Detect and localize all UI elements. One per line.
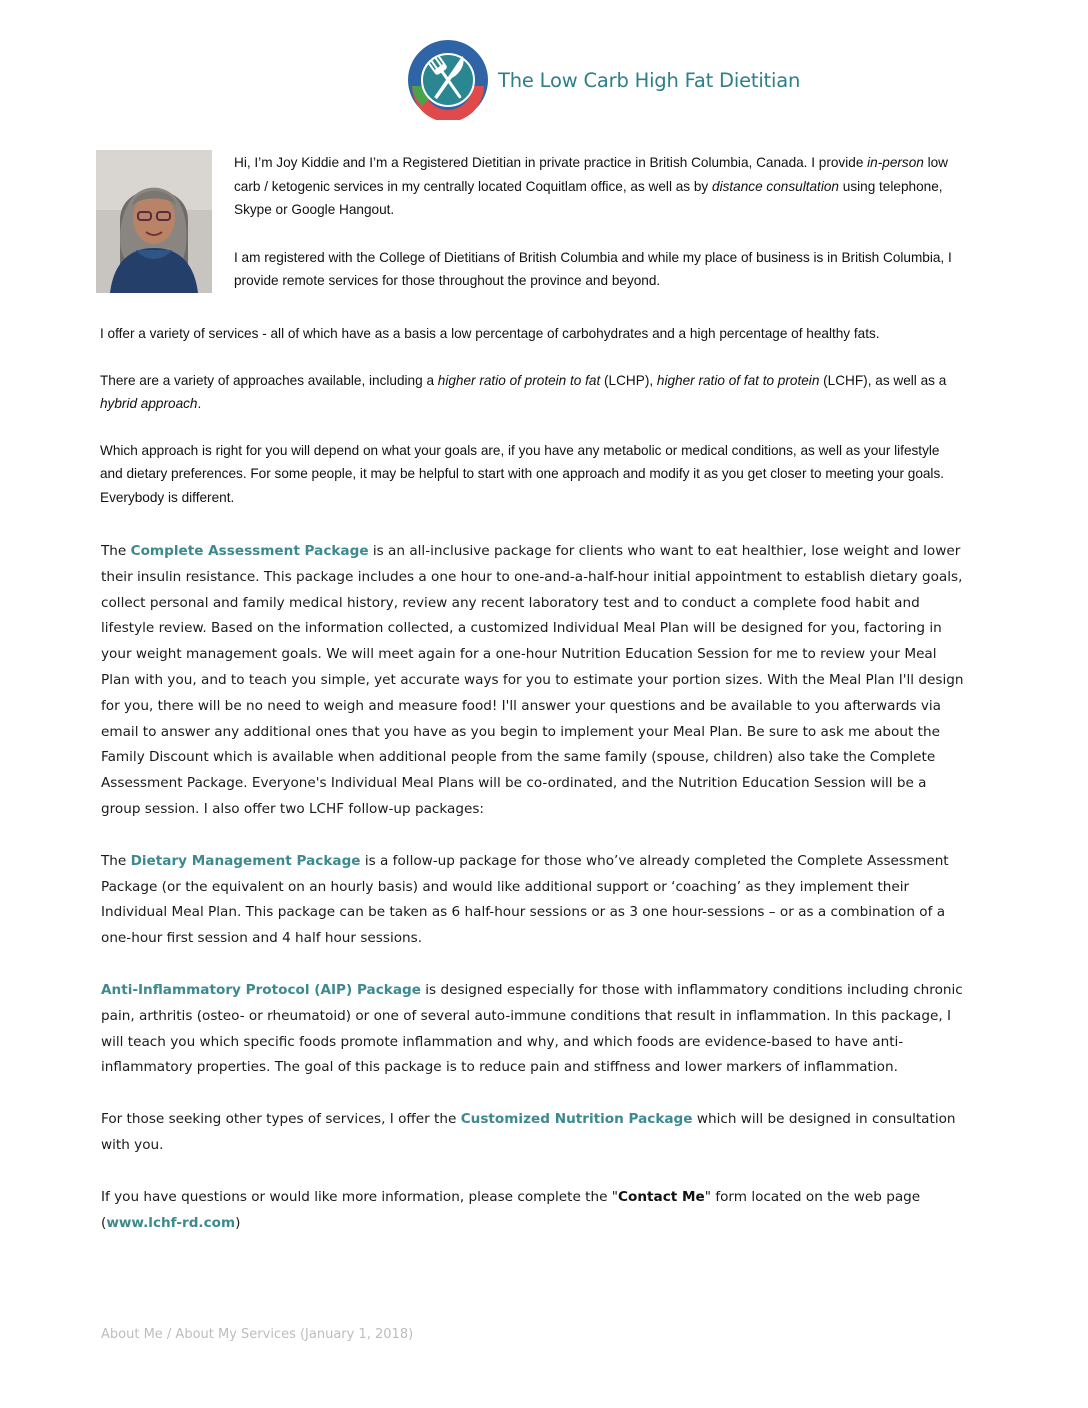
- dietary-management-link[interactable]: Dietary Management Package: [130, 852, 361, 869]
- approaches-paragraph: There are a variety of approaches available, including a higher ratio of protein to fat (LCHP), higher ratio of fat to protein (LCHF), as well as a hybrid approach.: [100, 372, 947, 411]
- profile-photo: [96, 150, 212, 293]
- customized-nutrition-link[interactable]: Customized Nutrition Package: [460, 1111, 693, 1128]
- website-link[interactable]: www.lchf-rd.com: [106, 1214, 236, 1231]
- complete-assessment-link[interactable]: Complete Assessment Package: [130, 543, 369, 559]
- aip-package-link[interactable]: Anti-Inflammatory Protocol (AIP) Package: [101, 981, 421, 998]
- intro-section: [234, 151, 964, 293]
- site-title: The Low Carb High Fat Dietitian: [498, 68, 801, 92]
- fork-knife-plate-icon: [408, 40, 488, 120]
- intro-paragraph-1: Hi, I’m Joy Kiddie and I’m a Registered Dietitian in private practice in British Columbia, Canada. I provide in-person low carb / ketogenic services in my centrally located Coquitlam office, as well as by distance consultation using telephone, Skype or Google Hangout.: [234, 155, 949, 217]
- contact-me-link[interactable]: Contact Me: [618, 1188, 705, 1205]
- aip-paragraph: Anti-Inflammatory Protocol (AIP) Package is designed especially for those with inflammatory conditions including chronic pain, arthritis (osteo- or rheumatoid) or one of several auto-immune conditions that result in inflammation. In this package, I will teach you which specific foods promote inflammation and why, and which foods are evidence-based to have anti-inflammatory properties. The goal of this package is to reduce pain and stiffness and lower markers of inflammation.: [101, 981, 963, 1076]
- complete-assessment-paragraph: The Complete Assessment Package is an all-inclusive package for clients who want to eat healthier, lose weight and lower their insulin resistance. This package includes a one hour to one-and-a-half-hour initial appointment to establish dietary goals, collect personal and family medical history, review any recent laboratory test and to conduct a complete food habit and lifestyle review. Based on the information collected, a customized Individual Meal Plan will be designed for you, factoring in your weight management goals. We will meet again for a one-hour Nutrition Education Session for me to review your Meal Plan with you, and to teach you simple, yet accurate ways for you to estimate your portion sizes. With the Meal Plan I'll design for you, there will be no need to weigh and measure food! I'll answer your questions and be available to you afterwards via email to answer any additional ones that you have as you begin to implement your Meal Plan. Be sure to ask me about the Family Discount which is available when additional people from the same family (spouse, children) also take the Complete Assessment Package. Everyone's Individual Meal Plans will be co-ordinated, and the Nutrition Education Session will be a group session. I also offer two LCHF follow-up packages:: [101, 543, 964, 817]
- approach-section: [100, 322, 960, 509]
- logo: [408, 40, 800, 120]
- customized-nutrition-paragraph: For those seeking other types of services, I offer the Customized Nutrition Package which will be designed in consultation with you.: [101, 1111, 956, 1153]
- intro-paragraph-2: I am registered with the College of Dietitians of British Columbia and while my place of business is in British Columbia, I provide remote services for those throughout the province and beyond.: [234, 249, 952, 288]
- contact-paragraph: If you have questions or would like more information, please complete the "Contact Me" form located on the web page (www.lchf-rd.com): [101, 1188, 921, 1231]
- dietary-management-paragraph: The Dietary Management Package is a follow-up package for those who’ve already completed the Complete Assessment Package (or the equivalent on an hourly basis) and would like additional support or ‘coaching’ as they implement their Individual Meal Plan. This package can be taken as 6 half-hour sessions or as 3 one hour-sessions – or as a combination of a one-hour first session and 4 half hour sessions.: [101, 852, 949, 947]
- services-paragraph: I offer a variety of services - all of which have as a basis a low percentage of carbohydrates and a high percentage of healthy fats.: [100, 326, 880, 341]
- packages-section: [101, 539, 965, 1236]
- page-footer: About Me / About My Services (January 1, 2018): [101, 1327, 414, 1342]
- goals-paragraph: Which approach is right for you will depend on what your goals are, if you have any metabolic or medical conditions, as well as your lifestyle and dietary preferences. For some people, it may be helpful to start with one approach and modify it as you get closer to meeting your goals. Everybody is different.: [100, 442, 945, 505]
